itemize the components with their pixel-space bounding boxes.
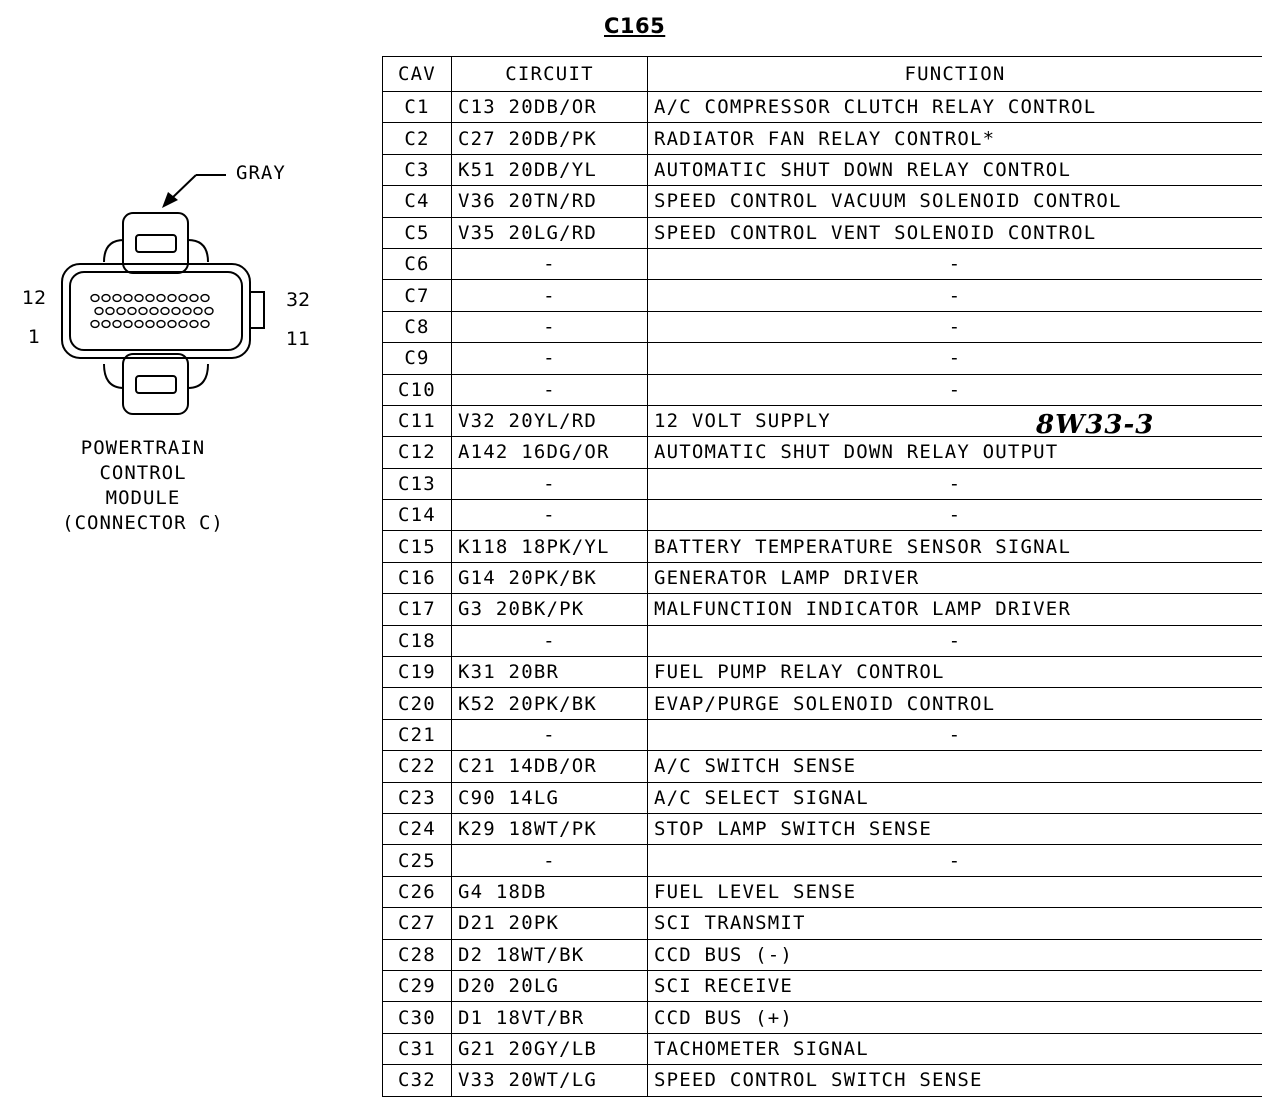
cell-function: BATTERY TEMPERATURE SENSOR SIGNAL <box>648 531 1263 562</box>
table-row <box>383 1065 1263 1096</box>
table-row <box>383 280 1263 311</box>
pin-hole <box>91 321 99 328</box>
cell-circuit: - <box>452 625 648 656</box>
cell-circuit: - <box>452 343 648 374</box>
pin-label-12: 12 <box>22 287 47 309</box>
pin-hole <box>106 308 114 315</box>
cell-function: MALFUNCTION INDICATOR LAMP DRIVER <box>648 594 1263 625</box>
pin-hole <box>201 295 209 302</box>
table-row <box>383 845 1263 876</box>
header-cav: CAV <box>383 57 452 92</box>
table-row <box>383 751 1263 782</box>
cell-circuit: C21 14DB/OR <box>452 751 648 782</box>
cell-function: - <box>648 845 1263 876</box>
cell-circuit: D21 20PK <box>452 908 648 939</box>
cell-circuit: G14 20PK/BK <box>452 562 648 593</box>
table-row <box>383 92 1263 123</box>
cell-function: - <box>648 719 1263 750</box>
pin-label-1: 1 <box>28 326 41 348</box>
cell-cav: C14 <box>383 500 452 531</box>
cell-function: CCD BUS (+) <box>648 1002 1263 1033</box>
cell-cav: C19 <box>383 657 452 688</box>
cell-circuit: - <box>452 719 648 750</box>
pin-hole <box>135 295 143 302</box>
cell-function: - <box>648 468 1263 499</box>
table-row <box>383 594 1263 625</box>
cell-circuit: D2 18WT/BK <box>452 939 648 970</box>
table-row <box>383 500 1263 531</box>
cell-cav: C23 <box>383 782 452 813</box>
cell-function: STOP LAMP SWITCH SENSE <box>648 813 1263 844</box>
pin-hole <box>205 308 213 315</box>
header-function: FUNCTION <box>648 57 1263 92</box>
cell-function: - <box>648 248 1263 279</box>
pin-hole <box>201 321 209 328</box>
pin-hole <box>157 295 165 302</box>
cell-function: A/C SWITCH SENSE <box>648 751 1263 782</box>
pin-hole <box>146 295 154 302</box>
table-row <box>383 719 1263 750</box>
cell-cav: C7 <box>383 280 452 311</box>
cell-cav: C31 <box>383 1033 452 1064</box>
table-row <box>383 531 1263 562</box>
cell-cav: C11 <box>383 405 452 436</box>
pin-hole <box>190 295 198 302</box>
cell-function: - <box>648 625 1263 656</box>
cell-function: GENERATOR LAMP DRIVER <box>648 562 1263 593</box>
cell-cav: C10 <box>383 374 452 405</box>
table-row <box>383 813 1263 844</box>
header-circuit: CIRCUIT <box>452 57 648 92</box>
cell-function: AUTOMATIC SHUT DOWN RELAY OUTPUT <box>648 437 1263 468</box>
pin-hole <box>113 321 121 328</box>
cell-function: - <box>648 311 1263 342</box>
cell-circuit: K51 20DB/YL <box>452 154 648 185</box>
cell-circuit: K31 20BR <box>452 657 648 688</box>
pin-hole <box>117 308 125 315</box>
pin-hole <box>128 308 136 315</box>
cell-cav: C6 <box>383 248 452 279</box>
cell-circuit: G21 20GY/LB <box>452 1033 648 1064</box>
cell-cav: C29 <box>383 970 452 1001</box>
table-row <box>383 374 1263 405</box>
cell-circuit: C13 20DB/OR <box>452 92 648 123</box>
pin-hole <box>95 308 103 315</box>
cell-cav: C8 <box>383 311 452 342</box>
pin-hole <box>124 295 132 302</box>
cell-function: - <box>648 280 1263 311</box>
cell-cav: C22 <box>383 751 452 782</box>
pin-hole <box>135 321 143 328</box>
cell-cav: C3 <box>383 154 452 185</box>
handwritten-note: 8W33-3 <box>1036 410 1155 440</box>
cell-cav: C25 <box>383 845 452 876</box>
cell-function: TACHOMETER SIGNAL <box>648 1033 1263 1064</box>
cell-cav: C16 <box>383 562 452 593</box>
table-row <box>383 343 1263 374</box>
cell-function: SPEED CONTROL VENT SOLENOID CONTROL <box>648 217 1263 248</box>
cell-cav: C30 <box>383 1002 452 1033</box>
pin-label-11: 11 <box>286 328 311 350</box>
table-row <box>383 782 1263 813</box>
table-row <box>383 908 1263 939</box>
cell-circuit: - <box>452 311 648 342</box>
cell-function: A/C COMPRESSOR CLUTCH RELAY CONTROL <box>648 92 1263 123</box>
cell-cav: C20 <box>383 688 452 719</box>
pin-hole <box>172 308 180 315</box>
table-row <box>383 625 1263 656</box>
cell-circuit: V36 20TN/RD <box>452 186 648 217</box>
table-row <box>383 970 1263 1001</box>
cell-cav: C1 <box>383 92 452 123</box>
pin-hole <box>91 295 99 302</box>
caption-line: (CONNECTOR C) <box>62 512 224 534</box>
cell-circuit: V35 20LG/RD <box>452 217 648 248</box>
cell-cav: C18 <box>383 625 452 656</box>
cell-cav: C5 <box>383 217 452 248</box>
cell-function: SPEED CONTROL VACUUM SOLENOID CONTROL <box>648 186 1263 217</box>
table-row <box>383 248 1263 279</box>
cell-function: FUEL PUMP RELAY CONTROL <box>648 657 1263 688</box>
pin-hole <box>139 308 147 315</box>
table-row <box>383 217 1263 248</box>
cell-cav: C13 <box>383 468 452 499</box>
table-row <box>383 468 1263 499</box>
cell-circuit: V32 20YL/RD <box>452 405 648 436</box>
cell-function: A/C SELECT SIGNAL <box>648 782 1263 813</box>
cell-circuit: K29 18WT/PK <box>452 813 648 844</box>
table-row <box>383 311 1263 342</box>
pin-hole <box>194 308 202 315</box>
pin-hole <box>150 308 158 315</box>
cell-circuit: V33 20WT/LG <box>452 1065 648 1096</box>
connector-diagram <box>0 150 330 550</box>
cell-cav: C15 <box>383 531 452 562</box>
cell-cav: C12 <box>383 437 452 468</box>
cell-cav: C9 <box>383 343 452 374</box>
cell-cav: C17 <box>383 594 452 625</box>
cell-circuit: K118 18PK/YL <box>452 531 648 562</box>
connector-drawing <box>0 150 330 430</box>
cell-function: - <box>648 374 1263 405</box>
cell-circuit: - <box>452 845 648 876</box>
cell-circuit: - <box>452 248 648 279</box>
pin-hole <box>102 295 110 302</box>
table-row <box>383 562 1263 593</box>
cell-circuit: A142 16DG/OR <box>452 437 648 468</box>
cavity-table <box>382 56 1262 1097</box>
cell-function: FUEL LEVEL SENSE <box>648 876 1263 907</box>
pin-hole <box>102 321 110 328</box>
cell-circuit: D1 18VT/BR <box>452 1002 648 1033</box>
cell-circuit: - <box>452 500 648 531</box>
cell-circuit: K52 20PK/BK <box>452 688 648 719</box>
pin-hole <box>168 295 176 302</box>
cell-cav: C4 <box>383 186 452 217</box>
pin-hole <box>179 321 187 328</box>
pin-label-32: 32 <box>286 289 311 311</box>
caption-line: POWERTRAIN <box>80 437 206 459</box>
connector-caption <box>40 436 246 536</box>
table-row <box>383 657 1263 688</box>
cell-function: CCD BUS (-) <box>648 939 1263 970</box>
cell-function: EVAP/PURGE SOLENOID CONTROL <box>648 688 1263 719</box>
cell-circuit: G3 20BK/PK <box>452 594 648 625</box>
pin-hole <box>157 321 165 328</box>
cell-function: - <box>648 500 1263 531</box>
table-row <box>383 123 1263 154</box>
cell-function: 12 VOLT SUPPLY <box>648 405 1263 436</box>
cell-circuit: - <box>452 468 648 499</box>
table-row <box>383 186 1263 217</box>
pin-hole <box>161 308 169 315</box>
cell-function: RADIATOR FAN RELAY CONTROL* <box>648 123 1263 154</box>
caption-line: MODULE <box>105 487 181 509</box>
cell-function: AUTOMATIC SHUT DOWN RELAY CONTROL <box>648 154 1263 185</box>
table-row <box>383 688 1263 719</box>
cell-circuit: D20 20LG <box>452 970 648 1001</box>
table-header-row <box>383 57 1263 92</box>
cell-cav: C2 <box>383 123 452 154</box>
cell-cav: C21 <box>383 719 452 750</box>
cell-circuit: C90 14LG <box>452 782 648 813</box>
pin-hole <box>190 321 198 328</box>
table-row <box>383 939 1263 970</box>
page-title: C165 <box>604 14 666 38</box>
cell-function: - <box>648 343 1263 374</box>
cell-circuit: - <box>452 280 648 311</box>
pin-hole <box>113 295 121 302</box>
cell-cav: C28 <box>383 939 452 970</box>
pin-hole <box>124 321 132 328</box>
connector-color-label: GRAY <box>236 162 286 184</box>
cell-cav: C27 <box>383 908 452 939</box>
cell-function: SCI RECEIVE <box>648 970 1263 1001</box>
cell-cav: C32 <box>383 1065 452 1096</box>
cell-cav: C24 <box>383 813 452 844</box>
cell-circuit: C27 20DB/PK <box>452 123 648 154</box>
pin-hole <box>168 321 176 328</box>
pin-hole <box>183 308 191 315</box>
table-row <box>383 876 1263 907</box>
cell-function: SPEED CONTROL SWITCH SENSE <box>648 1065 1263 1096</box>
cell-circuit: - <box>452 374 648 405</box>
table-row <box>383 154 1263 185</box>
cell-function: SCI TRANSMIT <box>648 908 1263 939</box>
cell-circuit: G4 18DB <box>452 876 648 907</box>
table-row <box>383 1033 1263 1064</box>
pin-hole <box>146 321 154 328</box>
table-row <box>383 437 1263 468</box>
caption-line: CONTROL <box>99 462 187 484</box>
pin-hole <box>179 295 187 302</box>
table-row <box>383 1002 1263 1033</box>
cell-cav: C26 <box>383 876 452 907</box>
